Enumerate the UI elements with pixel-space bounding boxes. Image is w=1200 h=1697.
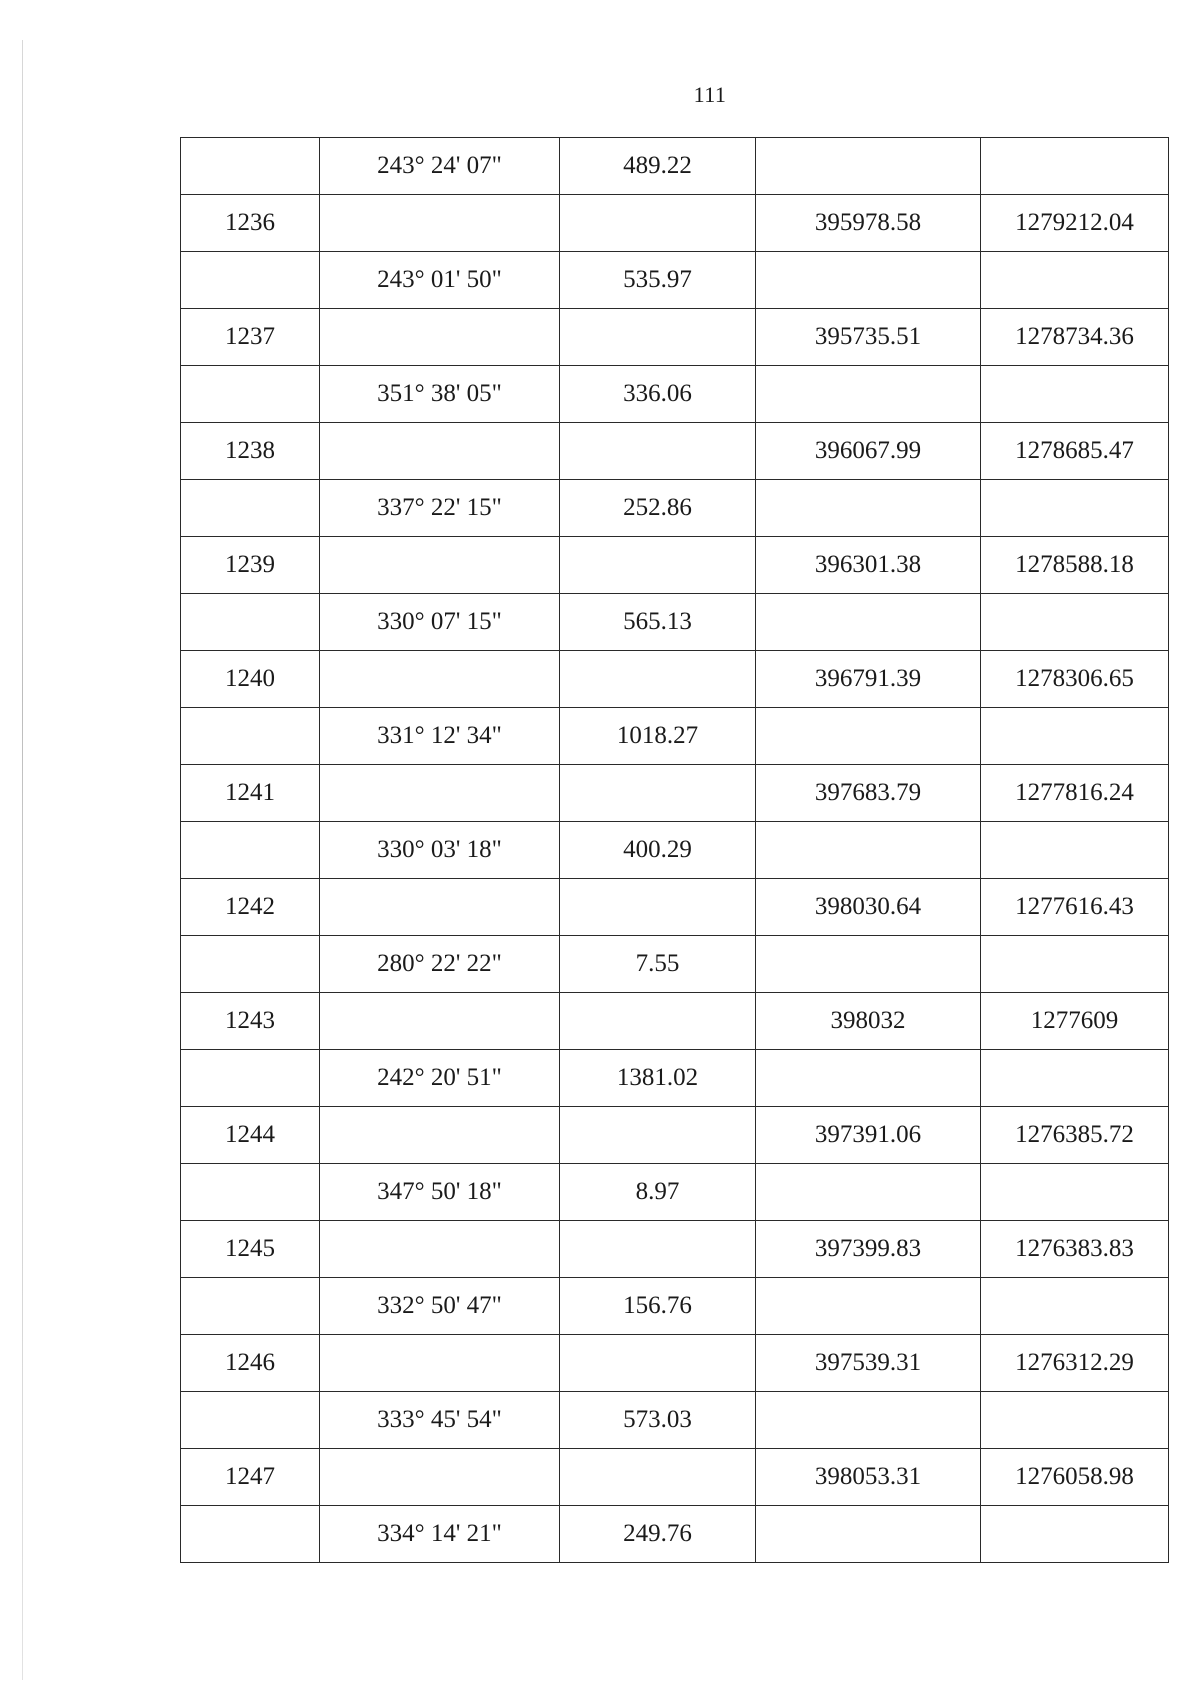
coordinate-table-body [181,138,1169,1563]
point-cell [181,822,320,879]
bearing-cell [320,195,560,252]
distance-cell: 7.55 [560,936,756,993]
bearing-cell [320,1221,560,1278]
distance-cell [560,309,756,366]
table-row [181,252,1169,309]
table-row [181,366,1169,423]
easting-cell: 1277616.43 [981,879,1169,936]
point-cell: 1245 [181,1221,320,1278]
easting-cell [981,936,1169,993]
bearing-cell: 333° 45' 54" [320,1392,560,1449]
distance-cell: 1381.02 [560,1050,756,1107]
page-number: 111 [693,82,727,107]
northing-cell: 397391.06 [756,1107,981,1164]
bearing-cell: 280° 22' 22" [320,936,560,993]
northing-cell [756,1278,981,1335]
table-row [181,993,1169,1050]
easting-cell [981,1164,1169,1221]
distance-cell [560,879,756,936]
table-row [181,651,1169,708]
bearing-cell: 243° 01' 50" [320,252,560,309]
point-cell [181,1506,320,1563]
northing-cell [756,252,981,309]
point-cell: 1239 [181,537,320,594]
table-row [181,1164,1169,1221]
easting-cell [981,1506,1169,1563]
scan-edge-line [22,40,23,1680]
distance-cell [560,537,756,594]
distance-cell: 489.22 [560,138,756,195]
easting-cell: 1276058.98 [981,1449,1169,1506]
bearing-cell: 242° 20' 51" [320,1050,560,1107]
bearing-cell [320,1107,560,1164]
distance-cell [560,1449,756,1506]
easting-cell [981,822,1169,879]
northing-cell [756,480,981,537]
table-row [181,195,1169,252]
table-row [181,138,1169,195]
point-cell [181,480,320,537]
distance-cell: 249.76 [560,1506,756,1563]
bearing-cell: 334° 14' 21" [320,1506,560,1563]
easting-cell [981,1392,1169,1449]
distance-cell [560,1335,756,1392]
distance-cell: 535.97 [560,252,756,309]
easting-cell [981,1278,1169,1335]
distance-cell: 565.13 [560,594,756,651]
table-row [181,1278,1169,1335]
distance-cell [560,423,756,480]
bearing-cell: 330° 03' 18" [320,822,560,879]
distance-cell: 573.03 [560,1392,756,1449]
northing-cell: 395735.51 [756,309,981,366]
point-cell: 1241 [181,765,320,822]
table-row [181,708,1169,765]
distance-cell: 336.06 [560,366,756,423]
bearing-cell: 347° 50' 18" [320,1164,560,1221]
northing-cell: 398053.31 [756,1449,981,1506]
northing-cell: 398032 [756,993,981,1050]
table-row [181,879,1169,936]
table-row [181,765,1169,822]
table-row [181,1392,1169,1449]
table-row [181,936,1169,993]
point-cell: 1247 [181,1449,320,1506]
point-cell [181,1278,320,1335]
table-row [181,1107,1169,1164]
northing-cell: 397683.79 [756,765,981,822]
point-cell: 1240 [181,651,320,708]
easting-cell [981,366,1169,423]
table-row [181,594,1169,651]
table-row [181,423,1169,480]
bearing-cell [320,423,560,480]
bearing-cell [320,1335,560,1392]
bearing-cell: 331° 12' 34" [320,708,560,765]
northing-cell: 395978.58 [756,195,981,252]
table-row [181,1449,1169,1506]
easting-cell [981,252,1169,309]
northing-cell [756,1392,981,1449]
point-cell [181,366,320,423]
northing-cell [756,366,981,423]
northing-cell [756,936,981,993]
table-row [181,1050,1169,1107]
point-cell: 1244 [181,1107,320,1164]
northing-cell [756,594,981,651]
distance-cell [560,1107,756,1164]
bearing-cell [320,309,560,366]
easting-cell [981,594,1169,651]
point-cell: 1236 [181,195,320,252]
easting-cell: 1276312.29 [981,1335,1169,1392]
northing-cell: 396067.99 [756,423,981,480]
northing-cell [756,708,981,765]
easting-cell: 1276385.72 [981,1107,1169,1164]
northing-cell [756,822,981,879]
bearing-cell: 337° 22' 15" [320,480,560,537]
point-cell [181,708,320,765]
distance-cell [560,195,756,252]
bearing-cell [320,765,560,822]
northing-cell: 398030.64 [756,879,981,936]
easting-cell: 1277609 [981,993,1169,1050]
northing-cell [756,1164,981,1221]
point-cell [181,1392,320,1449]
easting-cell: 1276383.83 [981,1221,1169,1278]
point-cell [181,936,320,993]
bearing-cell [320,993,560,1050]
table-row [181,1221,1169,1278]
northing-cell: 396301.38 [756,537,981,594]
distance-cell [560,993,756,1050]
distance-cell: 1018.27 [560,708,756,765]
bearing-cell [320,537,560,594]
easting-cell: 1278685.47 [981,423,1169,480]
northing-cell [756,1050,981,1107]
coordinate-table [180,137,1169,1563]
easting-cell [981,1050,1169,1107]
point-cell [181,138,320,195]
bearing-cell [320,1449,560,1506]
easting-cell [981,708,1169,765]
distance-cell [560,651,756,708]
easting-cell: 1278306.65 [981,651,1169,708]
bearing-cell [320,651,560,708]
point-cell [181,1164,320,1221]
northing-cell: 397399.83 [756,1221,981,1278]
point-cell: 1243 [181,993,320,1050]
northing-cell: 397539.31 [756,1335,981,1392]
table-row [181,1506,1169,1563]
table-row [181,480,1169,537]
bearing-cell: 330° 07' 15" [320,594,560,651]
point-cell [181,1050,320,1107]
distance-cell [560,1221,756,1278]
bearing-cell: 351° 38' 05" [320,366,560,423]
distance-cell: 8.97 [560,1164,756,1221]
easting-cell: 1278588.18 [981,537,1169,594]
distance-cell: 400.29 [560,822,756,879]
easting-cell [981,138,1169,195]
point-cell: 1246 [181,1335,320,1392]
point-cell [181,594,320,651]
point-cell [181,252,320,309]
easting-cell [981,480,1169,537]
distance-cell [560,765,756,822]
northing-cell [756,138,981,195]
bearing-cell: 243° 24' 07" [320,138,560,195]
northing-cell [756,1506,981,1563]
easting-cell: 1278734.36 [981,309,1169,366]
northing-cell: 396791.39 [756,651,981,708]
bearing-cell [320,879,560,936]
table-row [181,309,1169,366]
easting-cell: 1277816.24 [981,765,1169,822]
distance-cell: 252.86 [560,480,756,537]
table-row [181,537,1169,594]
point-cell: 1237 [181,309,320,366]
distance-cell: 156.76 [560,1278,756,1335]
table-row [181,1335,1169,1392]
bearing-cell: 332° 50' 47" [320,1278,560,1335]
point-cell: 1238 [181,423,320,480]
table-row [181,822,1169,879]
point-cell: 1242 [181,879,320,936]
easting-cell: 1279212.04 [981,195,1169,252]
